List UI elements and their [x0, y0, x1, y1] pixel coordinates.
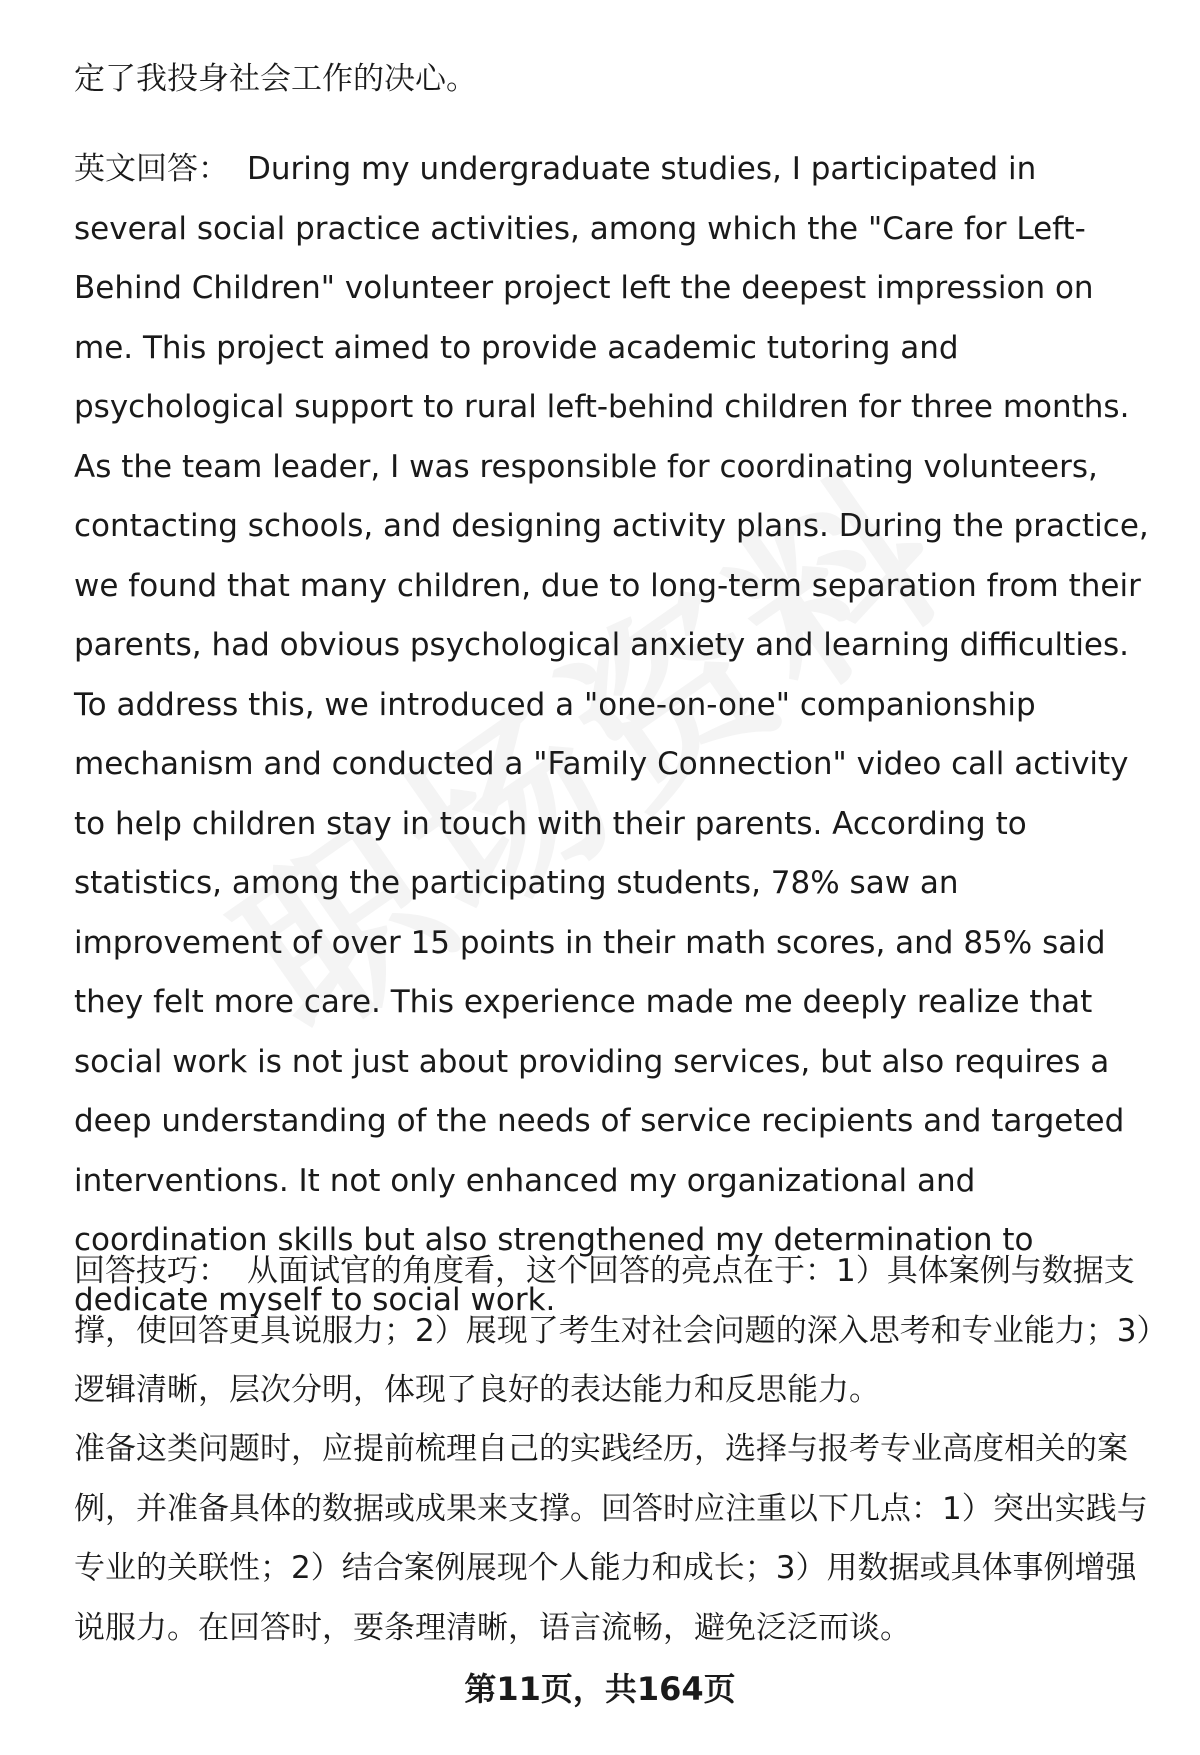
answer-tips-label: 回答技巧： [74, 1253, 229, 1289]
page-number-footer: 第11页，共164页 [464, 1670, 736, 1708]
intro-line-text: 定了我投身社会工作的决心。 [74, 61, 477, 97]
english-answer-label: 英文回答： [74, 151, 229, 187]
answer-tips-paragraph [74, 1242, 1154, 1421]
intro-line [74, 50, 1154, 110]
preparation-text: 准备这类问题时，应提前梳理自己的实践经历，选择与报考专业高度相关的案例，并准备具体的数据或成果来支撑。回答时应注重以下几点：1）突出实践与专业的关联性；2）结合案例展现个人能力和成长；3）用数据或具体事例增强说服力。在回答时，要条理清晰，语言流畅，避免泛泛而谈。 [74, 1431, 1148, 1646]
english-answer-paragraph [74, 140, 1154, 1330]
preparation-paragraph [74, 1420, 1154, 1658]
answer-tips-text: 从面试官的角度看，这个回答的亮点在于：1）具体案例与数据支撑，使回答更具说服力；2）展现了考生对社会问题的深入思考和专业能力；3）逻辑清晰，层次分明，体现了良好的表达能力和反思能力。 [74, 1253, 1152, 1408]
english-answer-text: During my undergraduate studies, I participated in several social practice activities, among which the "Care for Left-Behind Children" volunteer project left the deepest impression on me. This project aimed to provide academic tutoring and psychological support to rural left-behind children for three months. As the team leader, I was responsible for coordinating volunteers, contacting schools, and designing activity plans. During the practice, we found that many children, due to long-term separation from their parents, had obvious psychological anxiety and learning difficulties. To address this, we introduced a "one-on-one" companionship mechanism and conducted a "Family Connection" video call activity to help children stay in touch with their parents. According to statistics, among the participating students, 78% saw an improvement of over 15 points in their math scores, and 85% said they felt more care. This experience made me deeply realize that social work is not just about providing services, but also requires a deep understanding of the needs of service recipients and targeted interventions. It not only enhanced my organizational and coordination skills but also strengthened my determination to dedicate myself to social work. [74, 151, 1149, 1318]
